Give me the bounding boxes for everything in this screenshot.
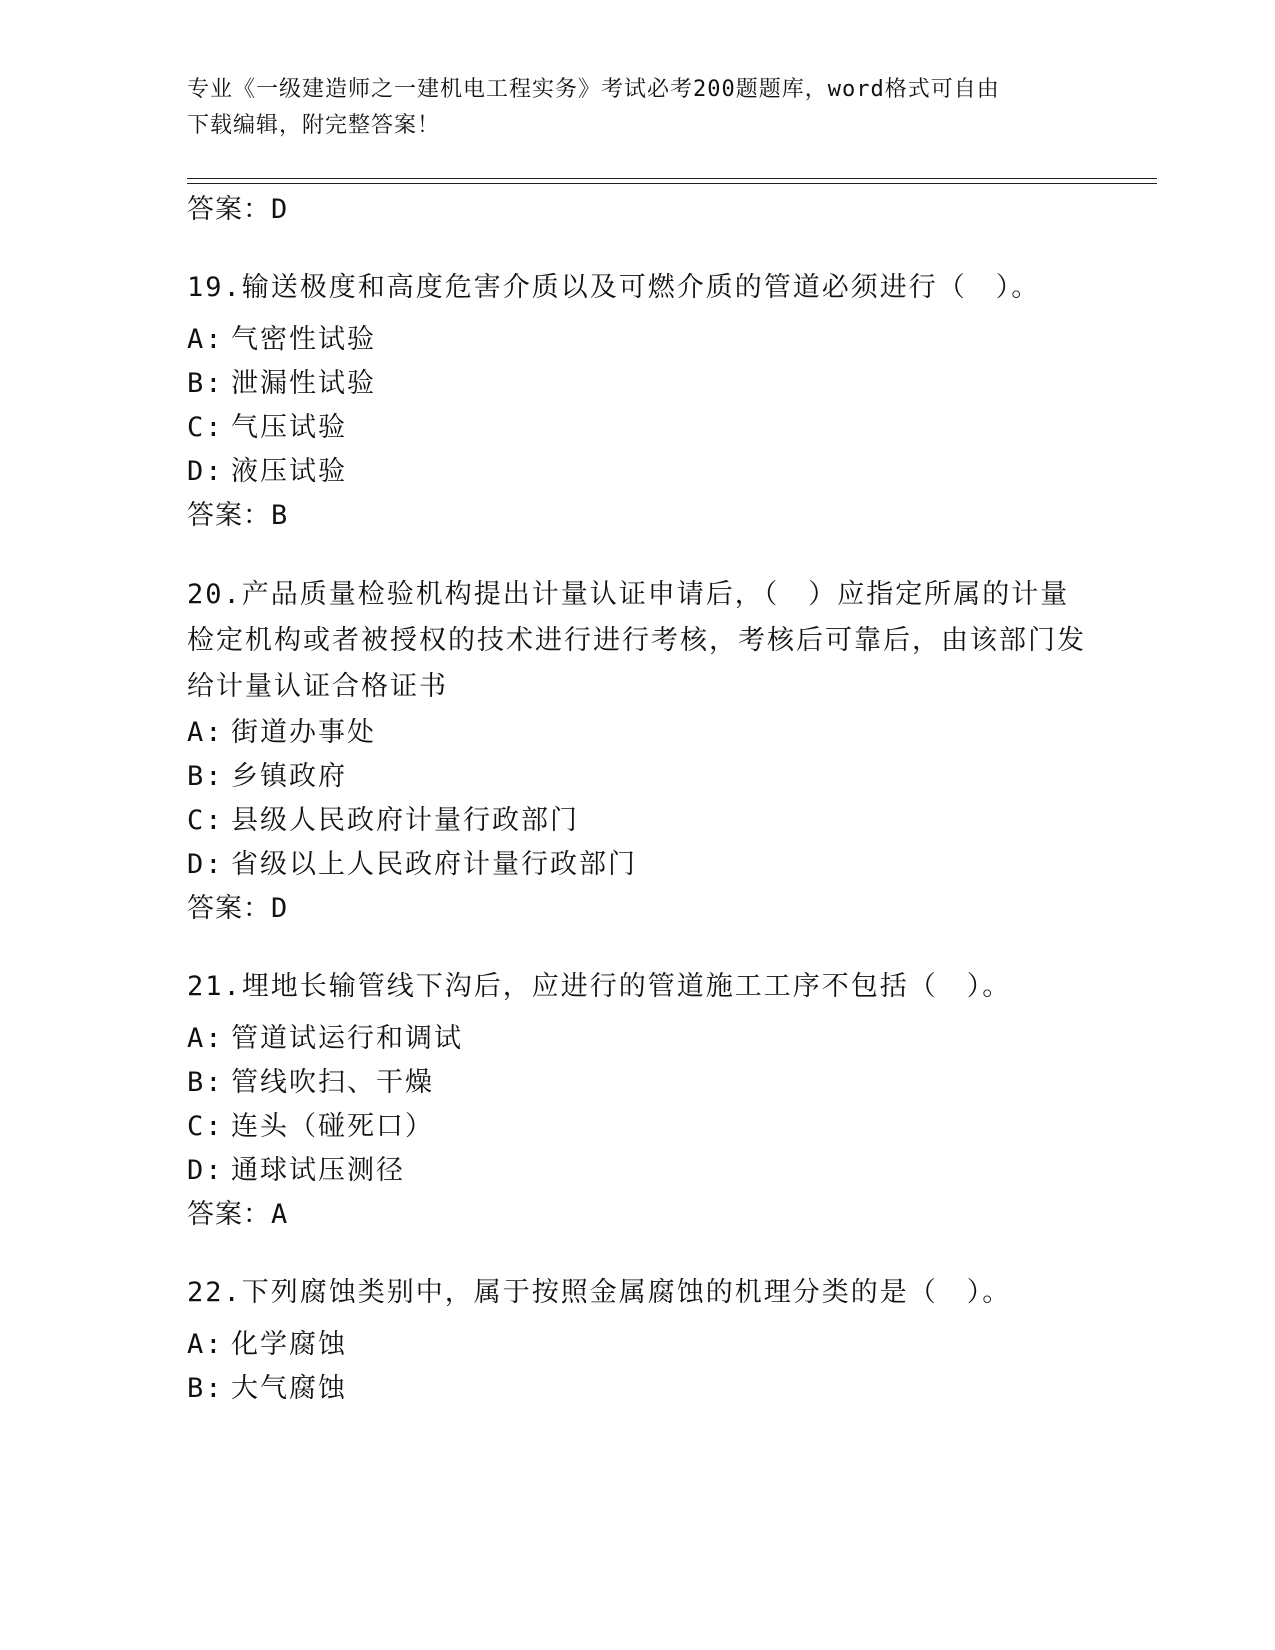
option-text: 液压试验 — [231, 456, 347, 487]
question-text: 下列腐蚀类别中，属于按照金属腐蚀的机理分类的是（ ）。 — [241, 1277, 1012, 1308]
option-text: 乡镇政府 — [231, 761, 347, 792]
question-number: 21. — [187, 971, 242, 1002]
option-letter: D: — [187, 1155, 224, 1186]
option-letter: B: — [187, 1373, 224, 1404]
answer-19 — [187, 493, 288, 532]
document-header — [187, 72, 1087, 144]
option-text: 泄漏性试验 — [231, 368, 376, 399]
question-22 — [187, 1270, 1087, 1316]
answer-value: B — [271, 500, 289, 531]
option-letter: A: — [187, 1329, 224, 1360]
option-c — [187, 405, 347, 444]
header-divider-top — [187, 178, 1157, 179]
option-c — [187, 798, 579, 837]
option-text: 气密性试验 — [231, 324, 376, 355]
option-text: 管线吹扫、干燥 — [231, 1067, 434, 1098]
option-letter: C: — [187, 412, 224, 443]
option-letter: A: — [187, 1023, 224, 1054]
option-c — [187, 1104, 434, 1143]
question-number: 19. — [187, 272, 242, 303]
option-letter: C: — [187, 1111, 224, 1142]
answer-value: D — [271, 893, 289, 924]
option-text: 管道试运行和调试 — [231, 1023, 463, 1054]
option-text: 气压试验 — [231, 412, 347, 443]
option-letter: B: — [187, 1067, 224, 1098]
question-text: 产品质量检验机构提出计量认证申请后，（ ）应指定所属的计量检定机构或者被授权的技术进行进行考核，考核后可靠后，由该部门发给计量认证合格证书 — [187, 579, 1086, 702]
option-text: 街道办事处 — [231, 717, 376, 748]
option-text: 通球试压测径 — [231, 1155, 405, 1186]
question-20 — [187, 572, 1087, 710]
option-a — [187, 317, 376, 356]
answer-value: D — [271, 194, 289, 225]
option-text: 连头（碰死口） — [231, 1111, 434, 1142]
option-letter: B: — [187, 368, 224, 399]
option-letter: B: — [187, 761, 224, 792]
question-21 — [187, 964, 1087, 1010]
header-line-2: 下载编辑，附完整答案！ — [187, 113, 441, 138]
question-text: 输送极度和高度危害介质以及可燃介质的管道必须进行（ ）。 — [241, 272, 1041, 303]
option-a — [187, 1016, 463, 1055]
option-a — [187, 710, 376, 749]
answer-label: 答案： — [187, 1199, 271, 1230]
answer-value: A — [271, 1199, 289, 1230]
option-b — [187, 361, 376, 400]
option-letter: D: — [187, 456, 224, 487]
header-divider-bottom — [187, 183, 1157, 184]
option-text: 省级以上人民政府计量行政部门 — [231, 849, 637, 880]
question-text: 埋地长输管线下沟后，应进行的管道施工工序不包括（ ）。 — [241, 971, 1012, 1002]
option-text: 化学腐蚀 — [231, 1329, 347, 1360]
question-number: 20. — [187, 579, 242, 610]
option-letter: A: — [187, 324, 224, 355]
answer-label: 答案： — [187, 194, 271, 225]
answer-label: 答案： — [187, 893, 271, 924]
question-number: 22. — [187, 1277, 242, 1308]
option-letter: C: — [187, 805, 224, 836]
option-d — [187, 1148, 405, 1187]
option-text: 大气腐蚀 — [231, 1373, 347, 1404]
option-d — [187, 449, 347, 488]
option-a — [187, 1322, 347, 1361]
answer-label: 答案： — [187, 500, 271, 531]
option-b — [187, 1060, 434, 1099]
answer-20 — [187, 886, 288, 925]
option-b — [187, 754, 347, 793]
question-19 — [187, 265, 1087, 311]
header-line-1: 专业《一级建造师之一建机电工程实务》考试必考200题题库，word格式可自由 — [187, 77, 1000, 102]
option-letter: A: — [187, 717, 224, 748]
answer-21 — [187, 1192, 288, 1231]
option-letter: D: — [187, 849, 224, 880]
option-text: 县级人民政府计量行政部门 — [231, 805, 579, 836]
option-b — [187, 1366, 347, 1405]
option-d — [187, 842, 637, 881]
previous-answer — [187, 187, 288, 226]
